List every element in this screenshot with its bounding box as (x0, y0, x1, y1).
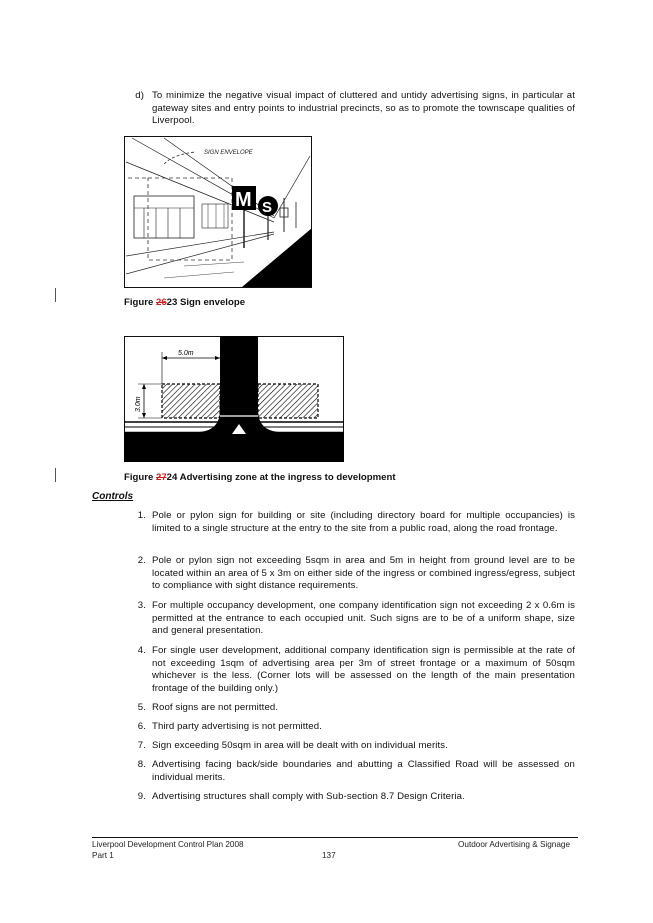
control-text: Sign exceeding 50sqm in area will be dealt with on individual merits. (152, 740, 448, 751)
sign-letter-m: M (235, 189, 252, 211)
control-number: 1. (137, 510, 146, 521)
control-item-7 (124, 740, 575, 754)
footer-section-title: Outdoor Advertising & Signage (458, 840, 570, 849)
figure2-caption-text: 24 Advertising zone at the ingress to development (166, 472, 396, 483)
control-number: 3. (137, 600, 146, 611)
control-text: Pole or pylon sign not exceeding 5sqm in area and 5m in height from ground level are to be located within an area of 5 x 3m on either side of the ingress or combined ingress/egress, subject to compliance with sight distance requirements. (152, 555, 575, 591)
control-item-2 (124, 555, 575, 593)
figure2-caption-prefix: Figure (124, 472, 156, 483)
footer-rule (92, 837, 578, 838)
sketch-label: SIGN ENVELOPE (204, 150, 253, 156)
control-text: Advertising facing back/side boundaries and abutting a Classified Road will be assessed on individual merits. (152, 759, 575, 783)
control-item-5 (124, 702, 575, 716)
control-number: 7. (137, 740, 146, 751)
intro-marker: d) (135, 90, 144, 101)
control-item-9 (124, 791, 575, 805)
figure1-caption-text: 23 Sign envelope (166, 297, 246, 308)
control-number: 6. (137, 721, 146, 732)
control-number: 2. (137, 555, 146, 566)
control-item-8 (124, 759, 575, 785)
figure1-caption (124, 297, 245, 308)
sign-envelope-sketch (124, 136, 312, 288)
dimension-width-label: 5.0m (178, 350, 194, 357)
figure1-caption-deleted: 26 (155, 297, 167, 308)
control-item-3 (124, 600, 575, 638)
sign-letter-s: S (262, 199, 273, 216)
control-item-4 (124, 645, 575, 697)
control-text: Third party advertising is not permitted. (152, 721, 322, 732)
page-number: 137 (322, 851, 336, 860)
control-item-6 (124, 721, 575, 735)
controls-heading: Controls (92, 491, 134, 502)
control-text: Roof signs are not permitted. (152, 702, 279, 713)
control-text: Pole or pylon sign for building or site (including directory board for multiple occupancies) is limited to a single structure at the entry to the site from a public road, along the road frontage. (152, 510, 575, 534)
figure1-caption-prefix: Figure (124, 297, 156, 308)
footer-document-title: Liverpool Development Control Plan 2008 (92, 840, 244, 849)
figure2-caption (124, 472, 396, 483)
dimension-height-label: 3.0m (135, 396, 142, 412)
control-text: For single user development, additional company identification sign is permissible at the rate of not exceeding 1sqm of advertising area per 3m of street frontage or a maximum of 50sqm whichever is the less. (Corner lots will be assessed on the length of the main presentation frontage of the building only.) (152, 645, 575, 694)
change-bar (55, 288, 56, 302)
advertising-zone-diagram (124, 336, 344, 462)
footer-part: Part 1 (92, 851, 114, 860)
control-number: 9. (137, 791, 146, 802)
intro-item (124, 90, 575, 130)
control-text: For multiple occupancy development, one company identification sign not exceeding 2 x 0.6m is permitted at the entrance to each occupied unit. Such signs are to be of a uniform shape, size and general presentation. (152, 600, 575, 636)
figure2-caption-deleted: 27 (155, 472, 167, 483)
change-bar (55, 468, 56, 482)
control-number: 8. (137, 759, 146, 770)
control-number: 4. (137, 645, 146, 656)
control-text: Advertising structures shall comply with Sub-section 8.7 Design Criteria. (152, 791, 465, 802)
control-item-1 (124, 510, 575, 548)
control-number: 5. (137, 702, 146, 713)
intro-text: To minimize the negative visual impact of cluttered and untidy advertising signs, in particular at gateway sites and entry points to industrial precincts, so as to promote the townscape qualities of Liverpool. (152, 90, 575, 126)
